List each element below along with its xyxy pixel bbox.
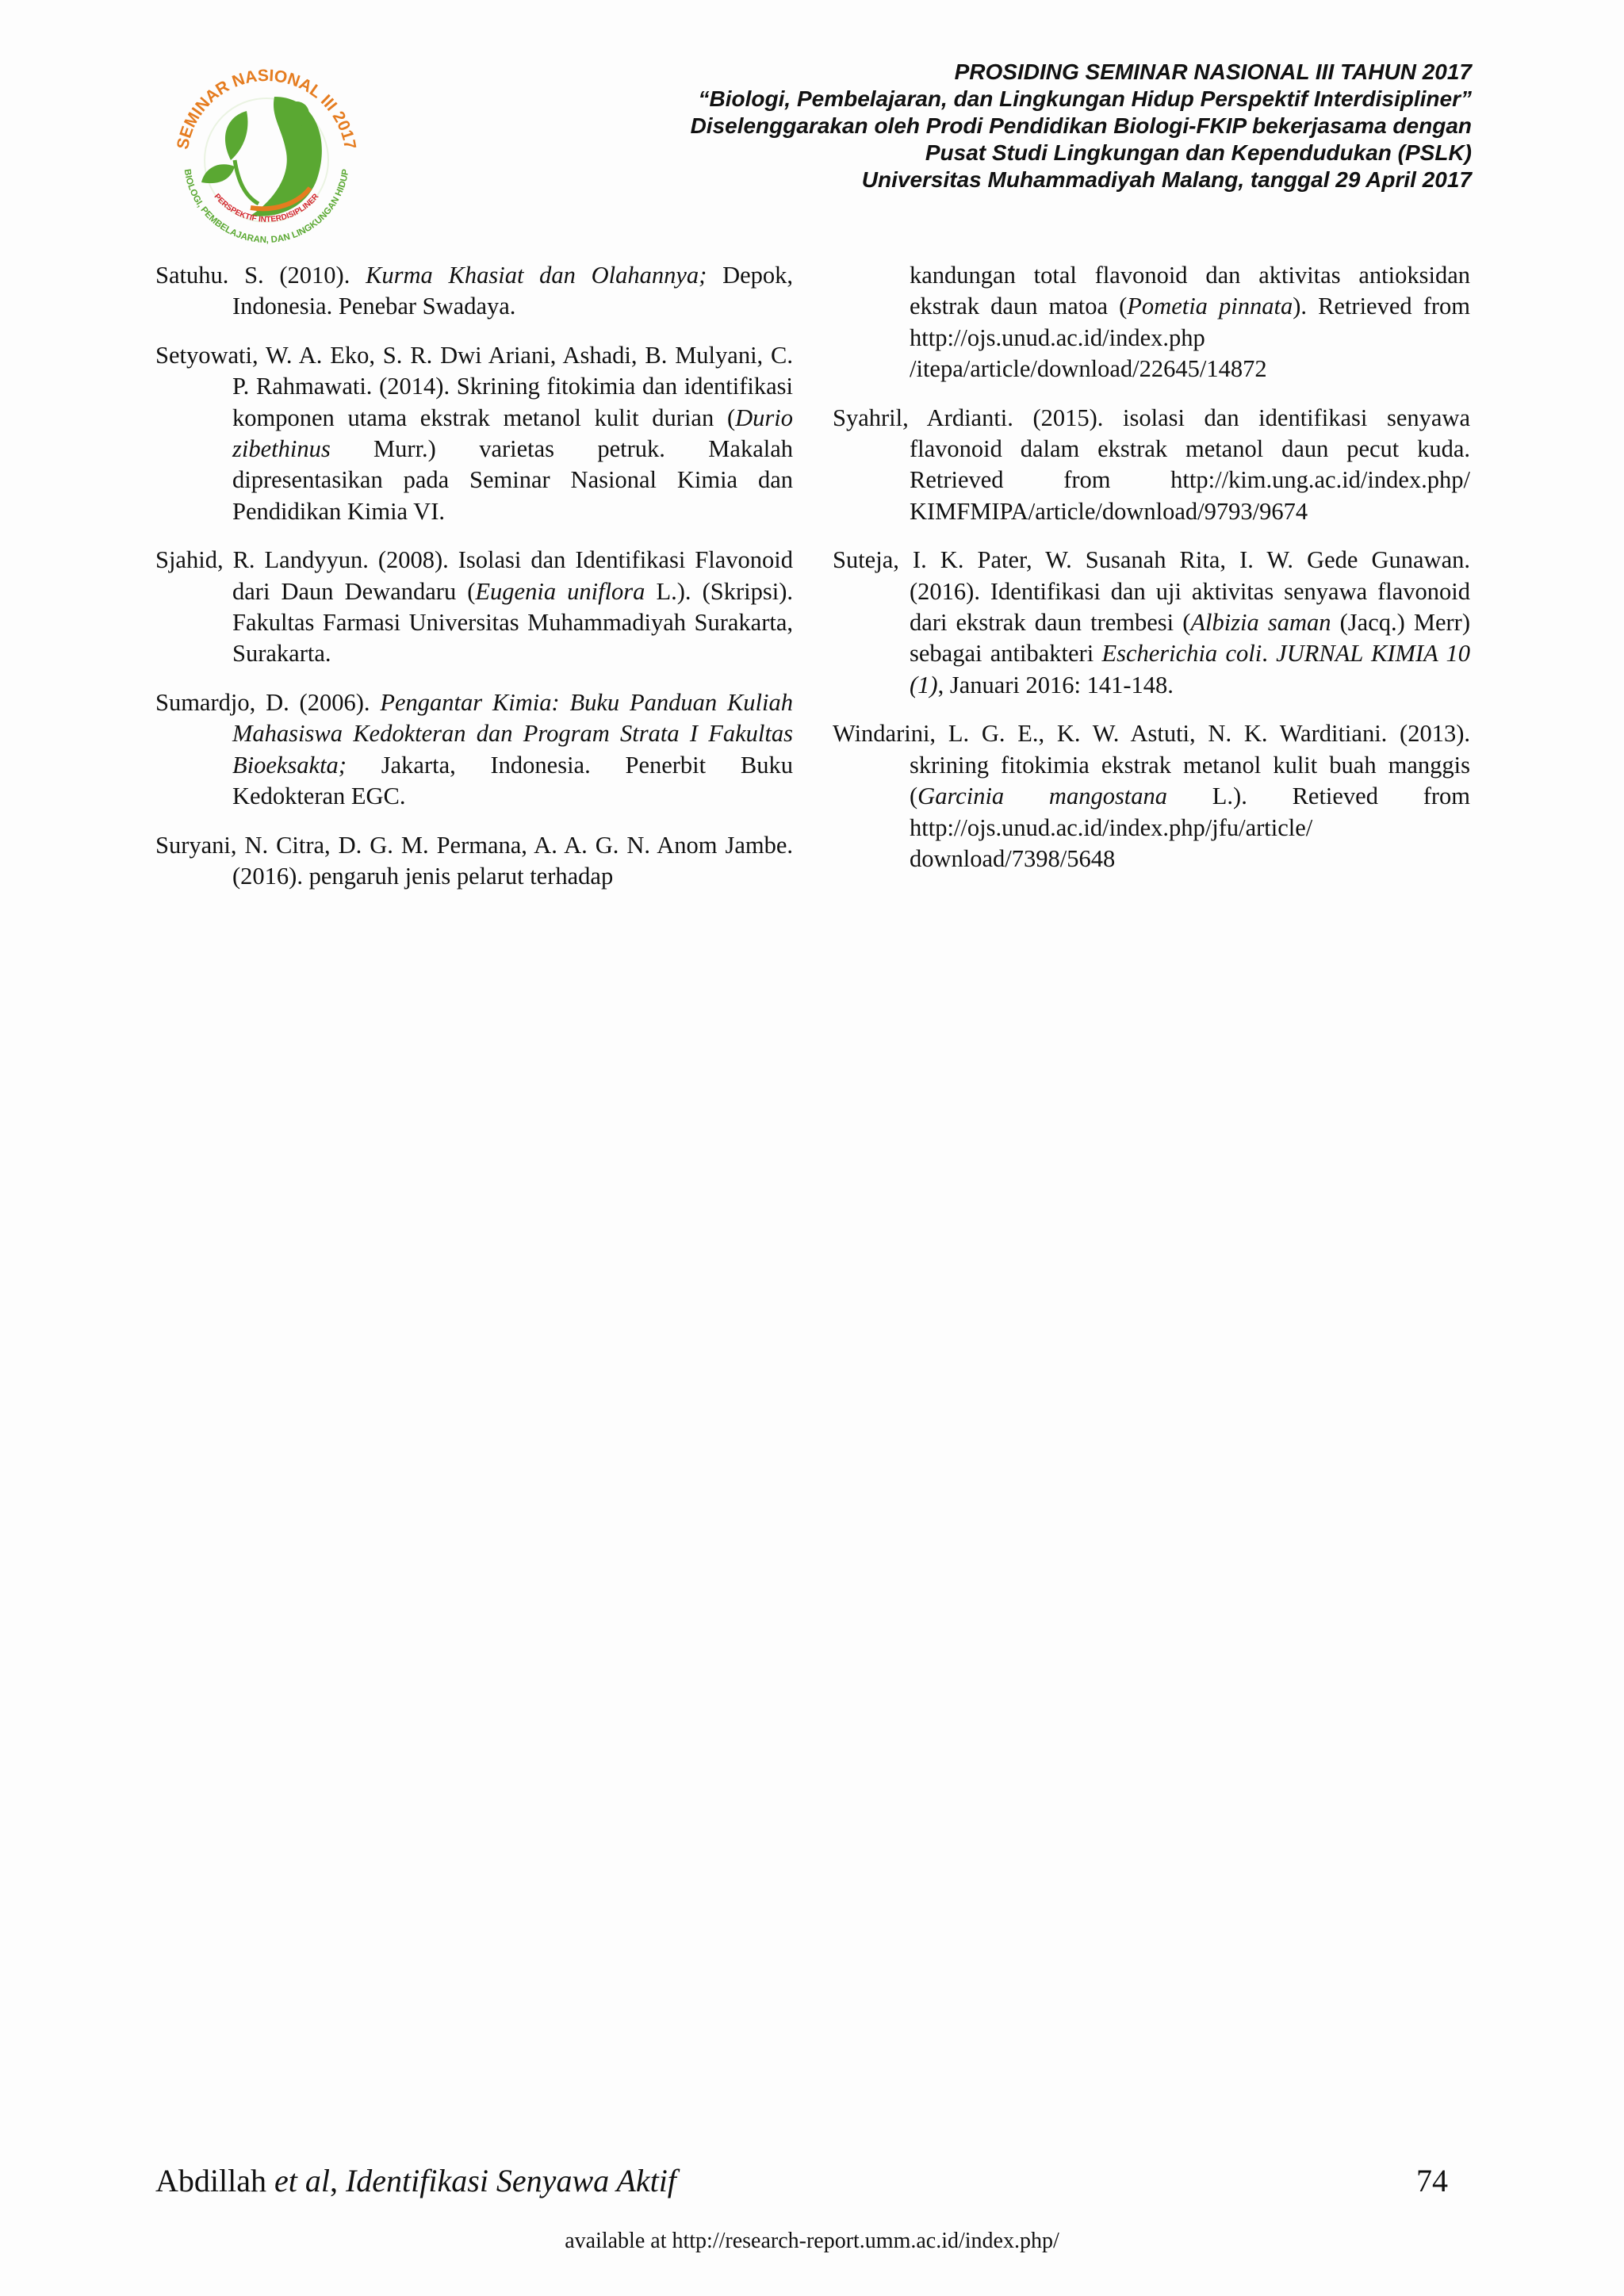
reference-satuhu: Satuhu. S. (2010). Kurma Khasiat dan Olahannya; Depok, Indonesia. Penebar Swadaya.: [155, 262, 794, 320]
running-footer: Abdillah et al, Identifikasi Senyawa Aktif: [155, 2163, 676, 2198]
logo-ring-bottom: BIOLOGI, PEMBELAJARAN, DAN LINGKUNGAN HIDUP: [182, 168, 351, 246]
references-right-column: [833, 260, 1470, 892]
seminar-logo: [155, 41, 377, 263]
logo-ring-sub: PERSPEKTIF INTERDISIPLINER: [212, 192, 321, 224]
reference-suteja: Suteja, I. K. Pater, W. Susanah Rita, I. W. Gede Gunawan. (2016). Identifikasi dan uji aktivitas senyawa flavonoid dari ekstrak daun trembesi (Albizia saman (Jacq.) Merr) sebagai antibakteri Escherichia coli. JURNAL KIMIA 10 (1), Januari 2016: 141-148.: [833, 546, 1470, 698]
header-line-2: “Biologi, Pembelajaran, dan Lingkungan Hidup Perspektif Interdisipliner”: [698, 86, 1472, 111]
reference-syahril: Syahril, Ardianti. (2015). isolasi dan identifikasi senyawa flavonoid dalam ekstrak metanol daun pecut kuda. Retrieved from http://kim.ung.ac.id/index.php/ KIMFMIPA/article/download/9793/9674: [833, 404, 1470, 525]
logo-ring-top: SEMINAR NASIONAL III 2017: [173, 66, 360, 151]
availability-url: available at http://research-report.umm.ac.id/index.php/: [565, 2229, 1059, 2253]
reference-suryani-continued: kandungan total flavonoid dan aktivitas antioksidan ekstrak daun matoa (Pometia pinnata). Retrieved from http://ojs.unud.ac.id/index.php /itepa/article/download/22645/14872: [910, 262, 1470, 383]
header-line-1: PROSIDING SEMINAR NASIONAL III TAHUN 2017: [954, 59, 1472, 84]
reference-sumardjo: Sumardjo, D. (2006). Pengantar Kimia: Buku Panduan Kuliah Mahasiswa Kedokteran dan Program Strata I Fakultas Bioeksakta; Jakarta, Indonesia. Penerbit Buku Kedokteran EGC.: [155, 688, 793, 810]
reference-setyowati: Setyowati, W. A. Eko, S. R. Dwi Ariani, Ashadi, B. Mulyani, C. P. Rahmawati. (2014). Skrining fitokimia dan identifikasi komponen utama ekstrak metanol kulit durian (Durio zibethinus Murr.) varietas petruk. Makalah dipresentasikan pada Seminar Nasional Kimia dan Pendidikan Kimia VI.: [155, 341, 793, 525]
page-number: 74: [1416, 2163, 1448, 2198]
header-line-5: Universitas Muhammadiyah Malang, tanggal 29 April 2017: [861, 167, 1472, 192]
header-line-4: Pusat Studi Lingkungan dan Kependudukan (PSLK): [925, 140, 1472, 165]
references-left-column: [155, 260, 793, 909]
reference-windarini: Windarini, L. G. E., K. W. Astuti, N. K. Warditiani. (2013). skrining fitokimia ekstrak metanol kulit buah manggis (Garcinia mangostana L.). Retieved from http://ojs.unud.ac.id/index.php/jfu/article/ download/7398/5648: [833, 720, 1471, 872]
header-line-3: Diselenggarakan oleh Prodi Pendidikan Biologi-FKIP bekerjasama dengan: [690, 113, 1472, 138]
reference-suryani: Suryani, N. Citra, D. G. M. Permana, A. A. G. N. Anom Jambe. (2016). pengaruh jenis pelarut terhadap: [155, 831, 793, 890]
proceedings-header: [691, 59, 1472, 193]
reference-sjahid: Sjahid, R. Landyyun. (2008). Isolasi dan Identifikasi Flavonoid dari Daun Dewandaru (Eugenia uniflora L.). (Skripsi). Fakultas Farmasi Universitas Muhammadiyah Surakarta, Surakarta.: [155, 546, 793, 668]
